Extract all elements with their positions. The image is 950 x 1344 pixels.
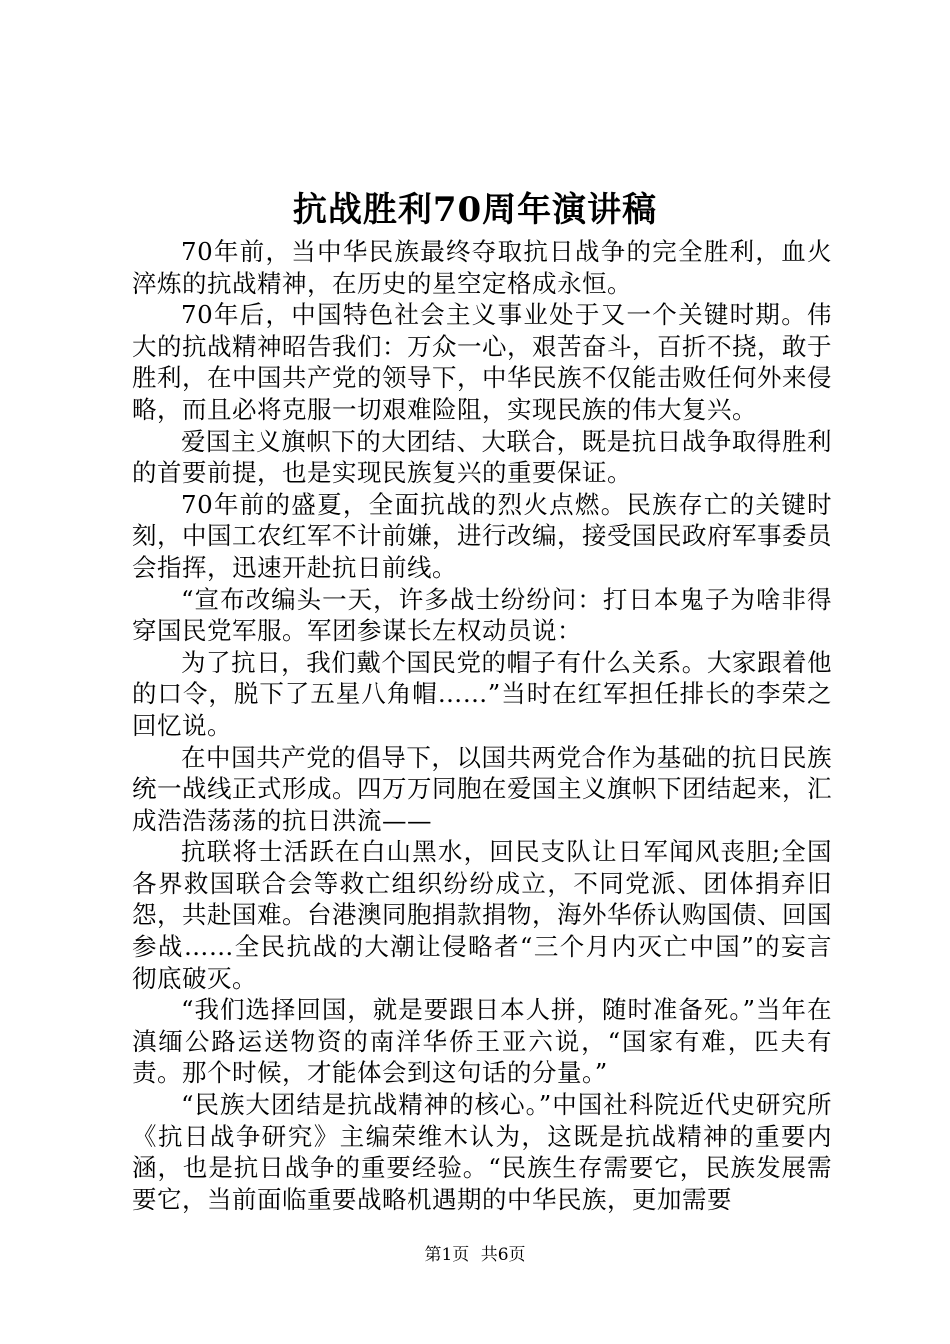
paragraph: “宣布改编头一天，许多战士纷纷问：打日本鬼子为啥非得穿国民党军服。军团参谋长左权动员说： — [132, 584, 832, 646]
paragraph: 抗联将士活跃在白山黑水，回民支队让日军闻风丧胆;全国各界救国联合会等救亡组织纷纷成立，不同党派、团体捐弃旧怨，共赴国难。台港澳同胞捐款捐物，海外华侨认购国债、回国参战……全民抗战的大潮让侵略者“三个月内灭亡中国”的妄言彻底破灭。 — [132, 837, 832, 993]
document-title: 抗战胜利70周年演讲稿 — [292, 190, 658, 230]
page-number: 第1页 — [424, 1245, 470, 1265]
paragraph: 在中国共产党的倡导下，以国共两党合作为基础的抗日民族统一战线正式形成。四万万同胞在爱国主义旗帜下团结起来，汇成浩浩荡荡的抗日洪流—— — [132, 742, 832, 835]
paragraph: 70年前的盛夏，全面抗战的烈火点燃。民族存亡的关键时刻，中国工农红军不计前嫌，进行改编，接受国民政府军事委员会指挥，迅速开赴抗日前线。 — [132, 489, 832, 582]
document-body — [132, 236, 832, 1215]
page-footer — [0, 1244, 950, 1266]
paragraph: 70年前，当中华民族最终夺取抗日战争的完全胜利，血火淬炼的抗战精神，在历史的星空定格成永恒。 — [132, 237, 832, 298]
paragraph: 爱国主义旗帜下的大团结、大联合，既是抗日战争取得胜利的首要前提，也是实现民族复兴的重要保证。 — [132, 426, 832, 488]
page-total: 共6页 — [480, 1245, 526, 1265]
paragraph: “民族大团结是抗战精神的核心。”中国社科院近代史研究所《抗日战争研究》主编荣维木认为，这既是抗战精神的重要内涵，也是抗日战争的重要经验。“民族生存需要它，民族发展需要它，当前面临重要战略机遇期的中华民族，更加需要 — [132, 1090, 832, 1214]
paragraph: “我们选择回国，就是要跟日本人拼，随时准备死。”当年在滇缅公路运送物资的南洋华侨王亚六说，“国家有难，匹夫有责。那个时候，才能体会到这句话的分量。” — [132, 995, 832, 1088]
paragraph: 为了抗日，我们戴个国民党的帽子有什么关系。大家跟着他的口令，脱下了五星八角帽……”当时在红军担任排长的李荣之回忆说。 — [132, 647, 832, 740]
paragraph: 70年后，中国特色社会主义事业处于又一个关键时期。伟大的抗战精神昭告我们：万众一心，艰苦奋斗，百折不挠，敢于胜利，在中国共产党的领导下，中华民族不仅能击败任何外来侵略，而且必将克服一切艰难险阻，实现民族的伟大复兴。 — [132, 300, 832, 424]
